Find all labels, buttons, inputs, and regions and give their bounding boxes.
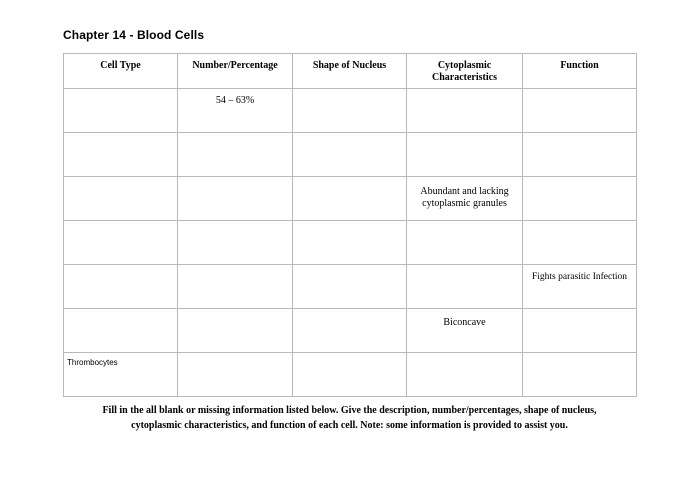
cell-row1-nucleus[interactable] [293,89,407,133]
header-number-percentage: Number/Percentage [178,54,293,89]
header-function: Function [523,54,637,89]
cell-row3-nucleus[interactable] [293,177,407,221]
cell-row4-number[interactable] [178,221,293,265]
cell-row5-nucleus[interactable] [293,265,407,309]
cell-row4-nucleus[interactable] [293,221,407,265]
cell-row4-function[interactable] [523,221,637,265]
cell-row6-cytoplasm[interactable] [407,309,523,353]
value-biconcave: Biconcave [443,317,486,328]
cell-row4-cytoplasm[interactable] [407,221,523,265]
cell-row7-cytoplasm[interactable] [407,353,523,397]
value-fights-parasitic-infection: Fights parasitic Infection [532,272,627,282]
cell-row5-cell-type[interactable] [64,265,178,309]
cell-row1-function[interactable] [523,89,637,133]
cell-row1-cytoplasm[interactable] [407,89,523,133]
table-row [64,133,637,177]
cell-row6-function[interactable] [523,309,637,353]
cell-row1-number[interactable] [178,89,293,133]
header-shape-of-nucleus: Shape of Nucleus [293,54,407,89]
cell-row5-function[interactable] [523,265,637,309]
table-row [64,353,637,397]
table-row [64,89,637,133]
table-row [64,265,637,309]
cell-row3-cell-type[interactable] [64,177,178,221]
cell-row3-number[interactable] [178,177,293,221]
table-row [64,309,637,353]
cell-row2-cytoplasm[interactable] [407,133,523,177]
cell-row4-cell-type[interactable] [64,221,178,265]
cell-row1-cell-type[interactable] [64,89,178,133]
cell-row3-cytoplasm[interactable] [407,177,523,221]
cell-row2-nucleus[interactable] [293,133,407,177]
instructions-line-1: Fill in the all blank or missing information listed below. Give the description, number/percentages, shape of nucleus, [102,405,597,416]
value-54-63-percent: 54 – 63% [215,95,255,106]
header-cell-type: Cell Type [64,54,178,89]
cell-row7-nucleus[interactable] [293,353,407,397]
cell-row2-number[interactable] [178,133,293,177]
cell-row7-cell-type[interactable] [64,353,178,397]
table-row [64,177,637,221]
cell-row3-function[interactable] [523,177,637,221]
cell-row7-function[interactable] [523,353,637,397]
cell-row7-number[interactable] [178,353,293,397]
header-row [64,54,637,89]
cell-row6-cell-type[interactable] [64,309,178,353]
value-thrombocytes: Thrombocytes [67,358,118,367]
table-row [64,221,637,265]
blood-cells-table [63,53,637,397]
value-abundant-no-granules: Abundant and lacking cytoplasmic granules [420,186,509,209]
instructions-line-2: cytoplasmic characteristics, and function of each cell. Note: some information is provided to assist you. [131,420,568,431]
header-cytoplasmic-characteristics [407,54,523,89]
cell-row2-function[interactable] [523,133,637,177]
instructions [63,403,636,433]
cell-row6-number[interactable] [178,309,293,353]
cell-row2-cell-type[interactable] [64,133,178,177]
header-cytoplasmic-label: Cytoplasmic Characteristics [432,60,497,83]
cell-row6-nucleus[interactable] [293,309,407,353]
page-title: Chapter 14 - Blood Cells [63,28,205,42]
cell-row5-number[interactable] [178,265,293,309]
cell-row5-cytoplasm[interactable] [407,265,523,309]
